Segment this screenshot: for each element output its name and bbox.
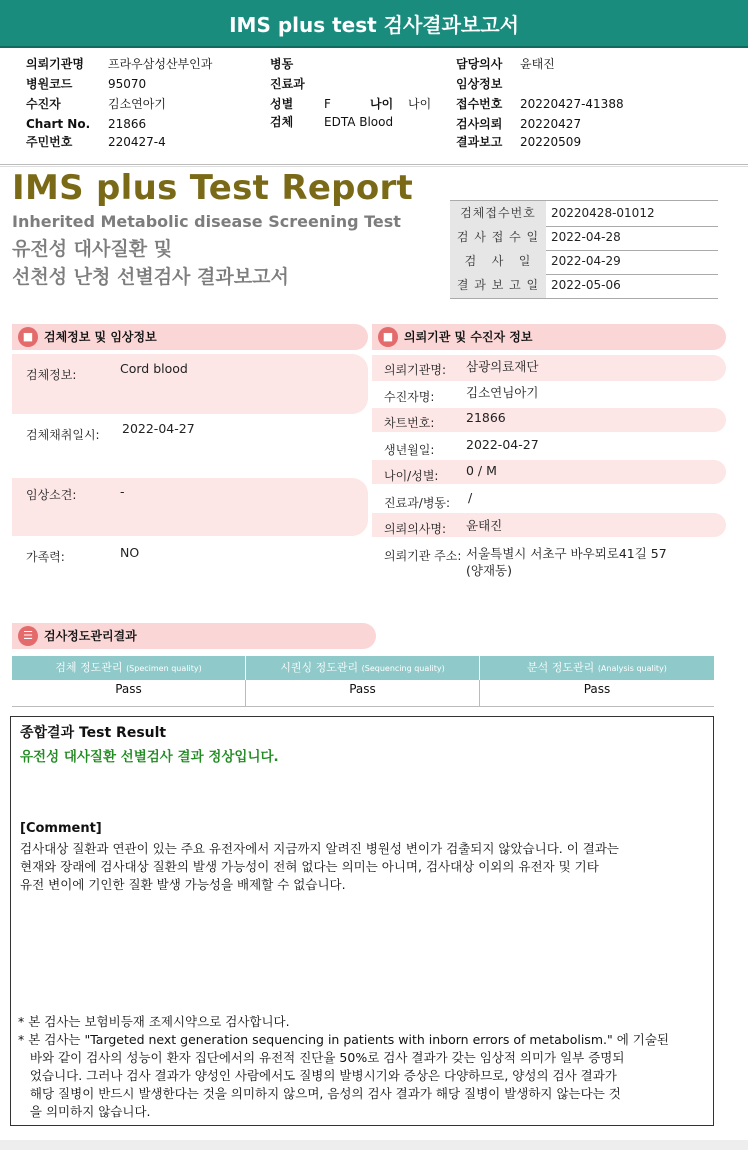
specimen-info-box [12, 354, 368, 414]
clinical-value: - [120, 484, 125, 499]
header-label: 진료과 [270, 77, 305, 91]
section-title: 검사정도관리결과 [44, 629, 137, 643]
header-label: 주민번호 [26, 135, 73, 149]
qc-column-header [12, 656, 245, 680]
qc-value: Pass [480, 680, 714, 707]
header-label: 검체 [270, 115, 294, 129]
header-label: 결과보고 [456, 135, 503, 149]
header-divider [0, 164, 748, 165]
header-label: 임상정보 [456, 77, 503, 91]
patient-label: 의뢰의사명: [384, 522, 447, 536]
patient-value: 0 / M [466, 463, 497, 478]
family-history-value: NO [120, 545, 140, 560]
note-line: 을 의미하지 않습니다. [18, 1104, 151, 1119]
clinical-label: 임상소견: [26, 488, 77, 502]
patient-value: / [468, 490, 473, 505]
date-row [450, 225, 718, 251]
patient-label: 진료과/병동: [384, 496, 451, 510]
date-value: 2022-04-28 [551, 230, 621, 244]
qc-header-en: (Specimen quality) [126, 664, 202, 673]
header-value: 윤태진 [520, 57, 555, 71]
report-subtitle-ko: 선천성 난청 선별검사 결과보고서 [12, 266, 289, 288]
result-heading: 종합결과 Test Result [20, 725, 167, 741]
header-value: F [324, 97, 331, 111]
date-row [450, 200, 718, 227]
date-value: 20220428-01012 [551, 206, 655, 220]
patient-value: 2022-04-27 [466, 437, 539, 452]
qc-section-header [12, 623, 376, 649]
patient-label: 나이/성별: [384, 469, 439, 483]
family-history-label: 가족력: [26, 550, 65, 564]
age-label: 나이 [370, 97, 394, 111]
address-value: 서울특별시 서초구 바우뫼로41길 57 [466, 546, 667, 561]
date-label: 검 사 일 [450, 249, 546, 274]
qc-header-ko: 검체 정도관리 [55, 661, 123, 674]
header-value: 프라우삼성산부인과 [108, 57, 213, 71]
header-value: 20220427 [520, 117, 582, 131]
comment-line: 검사대상 질환과 연관이 있는 주요 유전자에서 지금까지 알려진 병원성 변이가 검출되지 않았습니다. 이 결과는 [20, 841, 620, 856]
qc-header-en: (Sequencing quality) [361, 664, 445, 673]
date-value: 2022-04-29 [551, 254, 621, 268]
note-line: 해당 질병이 반드시 발생한다는 것을 의미하지 않으며, 음성의 검사 결과가 해당 질병이 발생하지 않는다는 것 [18, 1086, 621, 1101]
header-label: 성별 [270, 97, 294, 111]
date-row [450, 273, 718, 299]
specimen-section-header [12, 324, 368, 350]
footer-bar [0, 1140, 748, 1150]
header-label: 수진자 [26, 97, 61, 111]
collection-date-label: 검체채취일시: [26, 428, 100, 442]
comment-line: 현재와 장래에 검사대상 질환의 발생 가능성이 전혀 없다는 의미는 아니며, 검사대상 이외의 유전자 및 기타 [20, 859, 599, 874]
header-divider [0, 166, 748, 167]
header-label: 병원코드 [26, 77, 73, 91]
report-subtitle-ko: 유전성 대사질환 및 [12, 238, 173, 260]
note-line: 었습니다. 그러나 검사 결과가 양성인 사람에서도 질병의 발병시기와 증상은 다양하므로, 양성의 검사 결과가 [18, 1068, 617, 1083]
report-subtitle-en: Inherited Metabolic disease Screening Test [12, 212, 401, 231]
header-value: 김소연아기 [108, 97, 166, 111]
section-title: 검체정보 및 임상정보 [44, 330, 157, 344]
result-summary: 유전성 대사질환 선별검사 결과 정상입니다. [20, 749, 279, 765]
date-label: 결 과 보 고 일 [450, 273, 546, 298]
patient-value: 삼광의료재단 [466, 359, 539, 374]
report-title: IMS plus Test Report [12, 168, 414, 208]
patient-label: 의뢰기관명: [384, 363, 447, 377]
qc-column-header [480, 656, 714, 680]
patient-section-header [372, 324, 726, 350]
specimen-value: Cord blood [120, 361, 188, 376]
clipboard-icon: ☰ [18, 626, 38, 646]
collection-date-value: 2022-04-27 [122, 421, 195, 436]
note-line: 바와 같이 검사의 성능이 환자 집단에서의 유전적 진단율 50%로 검사 결과가 갖는 임상적 의미가 일부 증명되 [18, 1050, 625, 1065]
header-value: 20220509 [520, 135, 582, 149]
qc-header-ko: 분석 정도관리 [527, 661, 595, 674]
specimen-label: 검체정보: [26, 368, 77, 382]
patient-value: 21866 [466, 410, 506, 425]
qc-header-ko: 시퀀싱 정도관리 [280, 661, 359, 674]
note-line: * 본 검사는 "Targeted next generation sequencing in patients with inborn errors of metabolism." 에 기술된 [18, 1032, 669, 1047]
header-label: 검사의뢰 [456, 117, 503, 131]
header-value: EDTA Blood [324, 115, 394, 129]
header-label: 의뢰기관명 [26, 57, 84, 71]
lock-icon: ■ [378, 327, 398, 347]
header-label: 접수번호 [456, 97, 503, 111]
patient-label: 차트번호: [384, 416, 435, 430]
age-value: 나이 [408, 97, 432, 111]
report-title-bar: IMS plus test 검사결과보고서 [0, 0, 748, 48]
comment-line: 유전 변이에 기인한 질환 발생 가능성을 배제할 수 없습니다. [20, 877, 346, 892]
qc-value: Pass [246, 680, 480, 707]
date-row [450, 249, 718, 275]
header-label: Chart No. [26, 117, 91, 131]
date-value: 2022-05-06 [551, 278, 621, 292]
address-label: 의뢰기관 주소: [384, 549, 462, 563]
patient-label: 생년월일: [384, 443, 435, 457]
header-value: 95070 [108, 77, 147, 91]
header-label: 담당의사 [456, 57, 503, 71]
lock-icon: ■ [18, 327, 38, 347]
address-value: (양재동) [466, 563, 512, 578]
qc-header-en: (Analysis quality) [597, 664, 667, 673]
patient-value: 김소연님아기 [466, 385, 539, 400]
patient-label: 수진자명: [384, 390, 435, 404]
date-label: 검체접수번호 [450, 201, 546, 226]
patient-value: 윤태진 [466, 518, 503, 533]
header-value: 21866 [108, 117, 147, 131]
header-value: 220427-4 [108, 135, 166, 149]
qc-value: Pass [12, 680, 246, 707]
qc-column-header [246, 656, 479, 680]
section-title: 의뢰기관 및 수진자 정보 [404, 330, 533, 344]
header-value: 20220427-41388 [520, 97, 624, 111]
date-label: 검 사 접 수 일 [450, 225, 546, 250]
header-label: 병동 [270, 57, 294, 71]
comment-heading: [Comment] [20, 821, 102, 836]
note-line: * 본 검사는 보험비등재 조제시약으로 검사합니다. [18, 1014, 290, 1029]
